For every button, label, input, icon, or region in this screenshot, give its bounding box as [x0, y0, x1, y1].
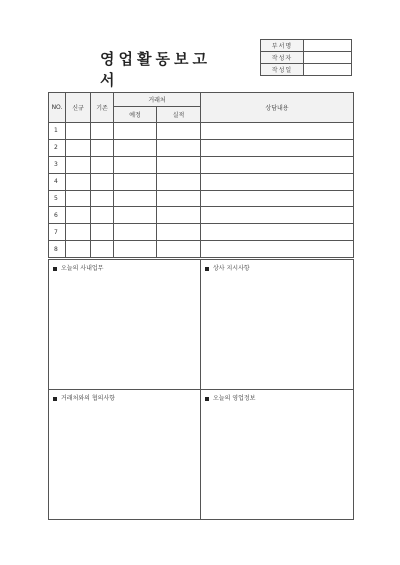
author-label: 작성자 — [261, 52, 304, 64]
col-header-client: 거래처 — [114, 93, 201, 107]
new-cell[interactable] — [66, 241, 91, 258]
client-discussions-label: 거래처와의 협의사항 — [61, 395, 116, 402]
details-cell[interactable] — [201, 190, 354, 207]
existing-cell[interactable] — [91, 123, 114, 140]
actual-cell[interactable] — [157, 173, 201, 190]
details-cell[interactable] — [201, 156, 354, 173]
col-header-no: NO. — [49, 93, 66, 123]
meta-row-department — [261, 40, 352, 52]
new-cell[interactable] — [66, 224, 91, 241]
meta-row-author — [261, 52, 352, 64]
details-cell[interactable] — [201, 173, 354, 190]
planned-cell[interactable] — [114, 139, 157, 156]
new-cell[interactable] — [66, 190, 91, 207]
internal-tasks-box[interactable] — [49, 260, 201, 390]
table-row — [49, 173, 354, 190]
planned-cell[interactable] — [114, 173, 157, 190]
existing-cell[interactable] — [91, 241, 114, 258]
row-number: 6 — [49, 207, 66, 224]
date-field[interactable] — [304, 64, 352, 76]
planned-cell[interactable] — [114, 156, 157, 173]
new-cell[interactable] — [66, 123, 91, 140]
row-number: 7 — [49, 224, 66, 241]
existing-cell[interactable] — [91, 207, 114, 224]
sales-info-box[interactable] — [201, 390, 354, 520]
planned-cell[interactable] — [114, 224, 157, 241]
col-header-planned: 예정 — [114, 107, 157, 123]
table-row — [49, 224, 354, 241]
row-number: 1 — [49, 123, 66, 140]
details-cell[interactable] — [201, 207, 354, 224]
row-number: 8 — [49, 241, 66, 258]
new-cell[interactable] — [66, 207, 91, 224]
actual-cell[interactable] — [157, 224, 201, 241]
details-cell[interactable] — [201, 123, 354, 140]
report-meta-table — [260, 39, 352, 76]
col-header-new: 신규 — [66, 93, 91, 123]
new-cell[interactable] — [66, 173, 91, 190]
col-header-details: 상담내용 — [201, 93, 354, 123]
square-bullet-icon — [53, 397, 57, 401]
existing-cell[interactable] — [91, 156, 114, 173]
table-row — [49, 207, 354, 224]
notes-grid — [48, 259, 354, 520]
department-field[interactable] — [304, 40, 352, 52]
square-bullet-icon — [53, 267, 57, 271]
sales-info-label: 오늘의 영업정보 — [213, 395, 256, 402]
row-number: 2 — [49, 139, 66, 156]
col-header-existing: 기존 — [91, 93, 114, 123]
square-bullet-icon — [205, 397, 209, 401]
actual-cell[interactable] — [157, 123, 201, 140]
table-row — [49, 139, 354, 156]
table-row — [49, 156, 354, 173]
row-number: 4 — [49, 173, 66, 190]
planned-cell[interactable] — [114, 123, 157, 140]
actual-cell[interactable] — [157, 156, 201, 173]
supervisor-instructions-box[interactable] — [201, 260, 354, 390]
internal-tasks-label: 오늘의 사내업무 — [61, 265, 104, 272]
details-cell[interactable] — [201, 139, 354, 156]
new-cell[interactable] — [66, 139, 91, 156]
new-cell[interactable] — [66, 156, 91, 173]
row-number: 3 — [49, 156, 66, 173]
table-row — [49, 190, 354, 207]
supervisor-instructions-label: 상사 지시사항 — [213, 265, 250, 272]
table-row — [49, 241, 354, 258]
actual-cell[interactable] — [157, 139, 201, 156]
meta-row-date — [261, 64, 352, 76]
row-number: 5 — [49, 190, 66, 207]
date-label: 작성일 — [261, 64, 304, 76]
client-discussions-box[interactable] — [49, 390, 201, 520]
author-field[interactable] — [304, 52, 352, 64]
planned-cell[interactable] — [114, 207, 157, 224]
existing-cell[interactable] — [91, 139, 114, 156]
details-cell[interactable] — [201, 241, 354, 258]
square-bullet-icon — [205, 267, 209, 271]
existing-cell[interactable] — [91, 190, 114, 207]
details-cell[interactable] — [201, 224, 354, 241]
existing-cell[interactable] — [91, 224, 114, 241]
report-title: 영업활동보고서 — [100, 50, 211, 89]
existing-cell[interactable] — [91, 173, 114, 190]
actual-cell[interactable] — [157, 190, 201, 207]
planned-cell[interactable] — [114, 190, 157, 207]
department-label: 부서명 — [261, 40, 304, 52]
actual-cell[interactable] — [157, 207, 201, 224]
actual-cell[interactable] — [157, 241, 201, 258]
table-row — [49, 123, 354, 140]
col-header-actual: 실적 — [157, 107, 201, 123]
activity-log-table — [48, 92, 354, 258]
planned-cell[interactable] — [114, 241, 157, 258]
